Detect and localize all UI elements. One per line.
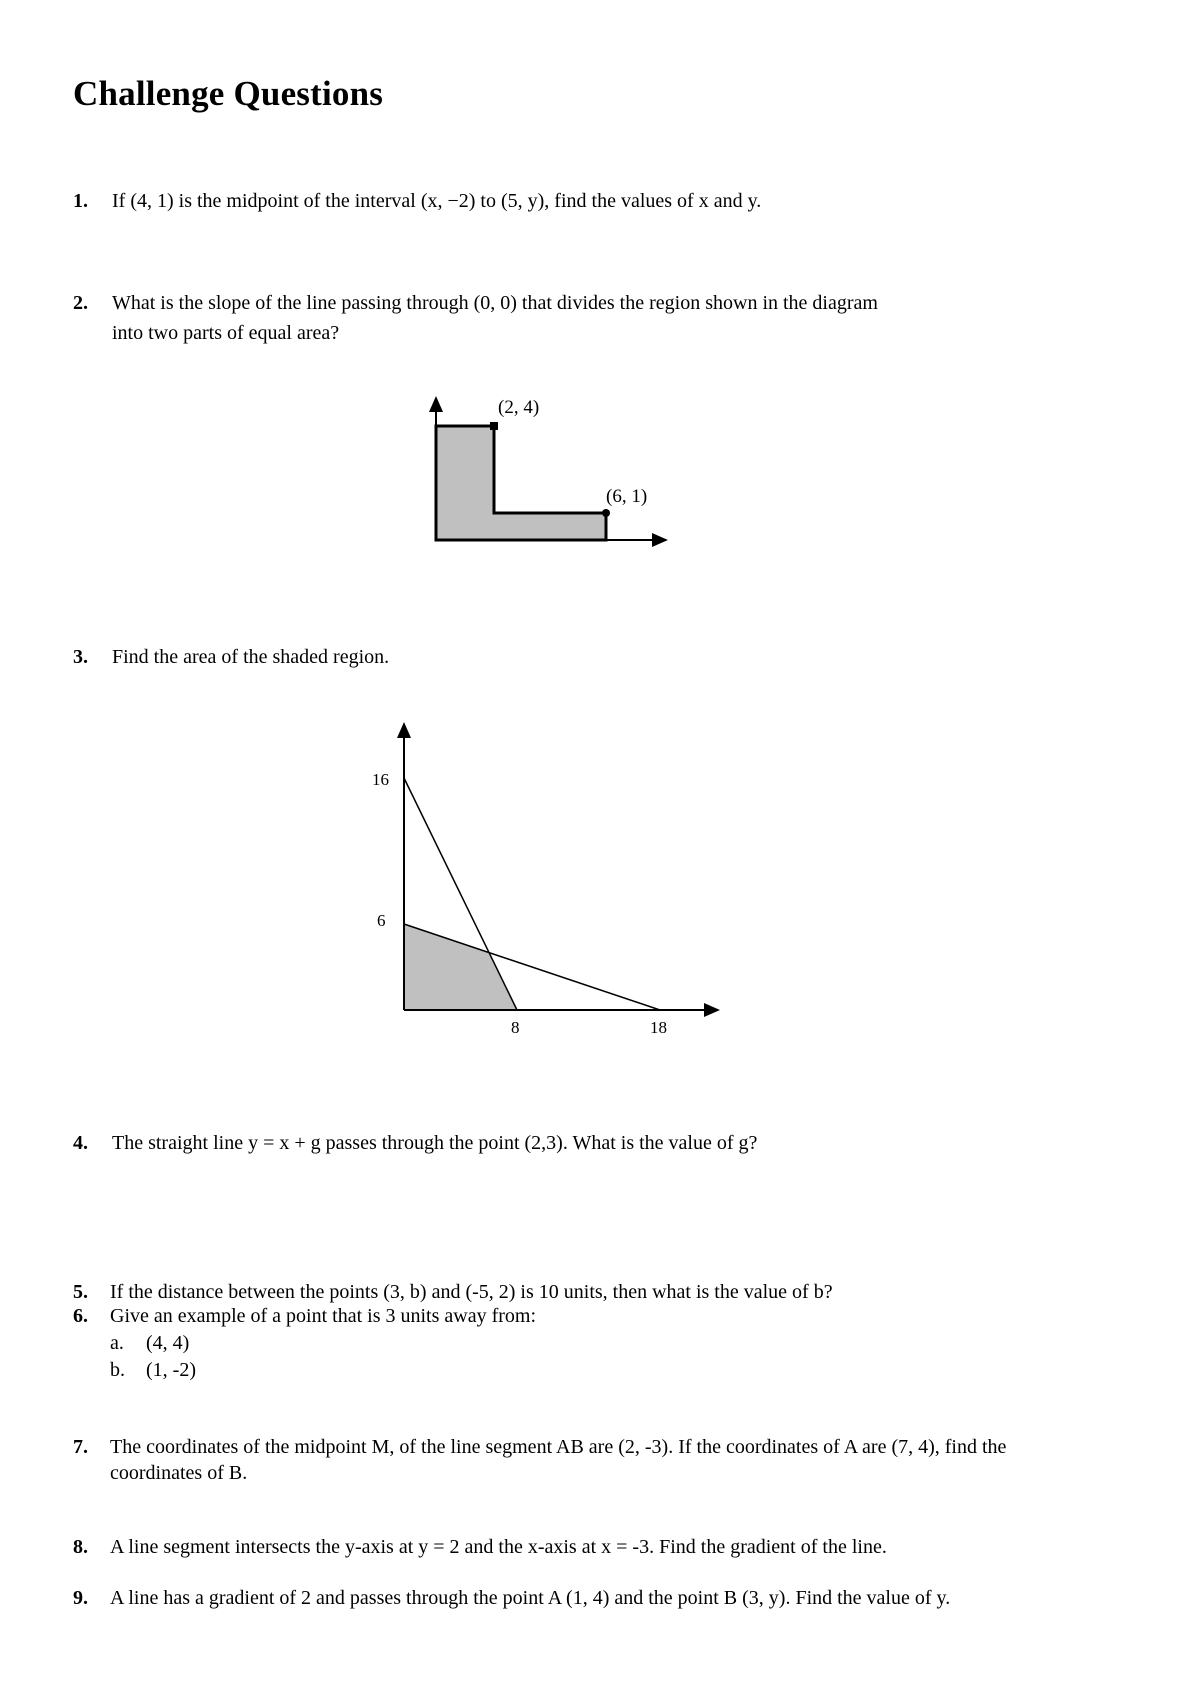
x-axis-arrow-icon [652,533,668,547]
question-3-text: Find the area of the shaded region. [112,646,390,668]
question-7-text-line1: The coordinates of the midpoint M, of the line segment AB are (2, -3). If the coordinates of A are (7, 4), find the [110,1436,1007,1458]
shaded-region [404,924,517,1010]
question-6a-text: (4, 4) [146,1332,190,1354]
question-6-text: Give an example of a point that is 3 units away from: [110,1305,537,1327]
question-1-number: 1. [73,190,88,212]
corner-point-2-4 [490,422,498,430]
question-5-number: 5. [73,1281,88,1303]
question-9-text: A line has a gradient of 2 and passes through the point A (1, 4) and the point B (3, y). Find the value of y. [110,1587,951,1609]
question-4-number: 4. [73,1132,88,1154]
question-2-text-line2: into two parts of equal area? [112,322,340,344]
page-title: Challenge Questions [73,74,384,113]
question-1-text: If (4, 1) is the midpoint of the interval (x, −2) to (5, y), find the values of x and y. [112,190,762,212]
x-tick-8: 8 [511,1018,520,1037]
x-tick-18: 18 [650,1018,667,1037]
question-3-number: 3. [73,646,88,668]
x-axis-arrow-icon [704,1003,720,1017]
shaded-l-region [436,426,606,540]
point-label-6-1: (6, 1) [606,486,648,507]
point-label-2-4: (2, 4) [498,397,540,418]
question-9-number: 9. [73,1587,88,1609]
question-5-text: If the distance between the points (3, b) and (-5, 2) is 10 units, then what is the value of b? [110,1281,833,1303]
question-7-text-line2: coordinates of B. [110,1462,248,1484]
question-6b-text: (1, -2) [146,1359,196,1381]
question-7-number: 7. [73,1436,88,1458]
question-2-number: 2. [73,292,88,314]
line-16-to-8 [404,778,517,1010]
corner-point-6-1 [602,509,610,517]
y-tick-6: 6 [377,911,386,930]
line-6-to-18 [404,924,660,1010]
y-axis-arrow-icon [429,396,443,412]
question-6a-letter: a. [110,1332,124,1354]
question-6b-letter: b. [110,1359,125,1381]
y-axis-arrow-icon [397,722,411,738]
question-4-text: The straight line y = x + g passes through the point (2,3). What is the value of g? [112,1132,758,1154]
question-8-number: 8. [73,1536,88,1558]
question-2-text-line1: What is the slope of the line passing through (0, 0) that divides the region shown in the diagram [112,292,878,314]
y-tick-16: 16 [372,770,389,789]
question-8-text: A line segment intersects the y-axis at y = 2 and the x-axis at x = -3. Find the gradient of the line. [110,1536,887,1558]
question-6-number: 6. [73,1305,88,1327]
